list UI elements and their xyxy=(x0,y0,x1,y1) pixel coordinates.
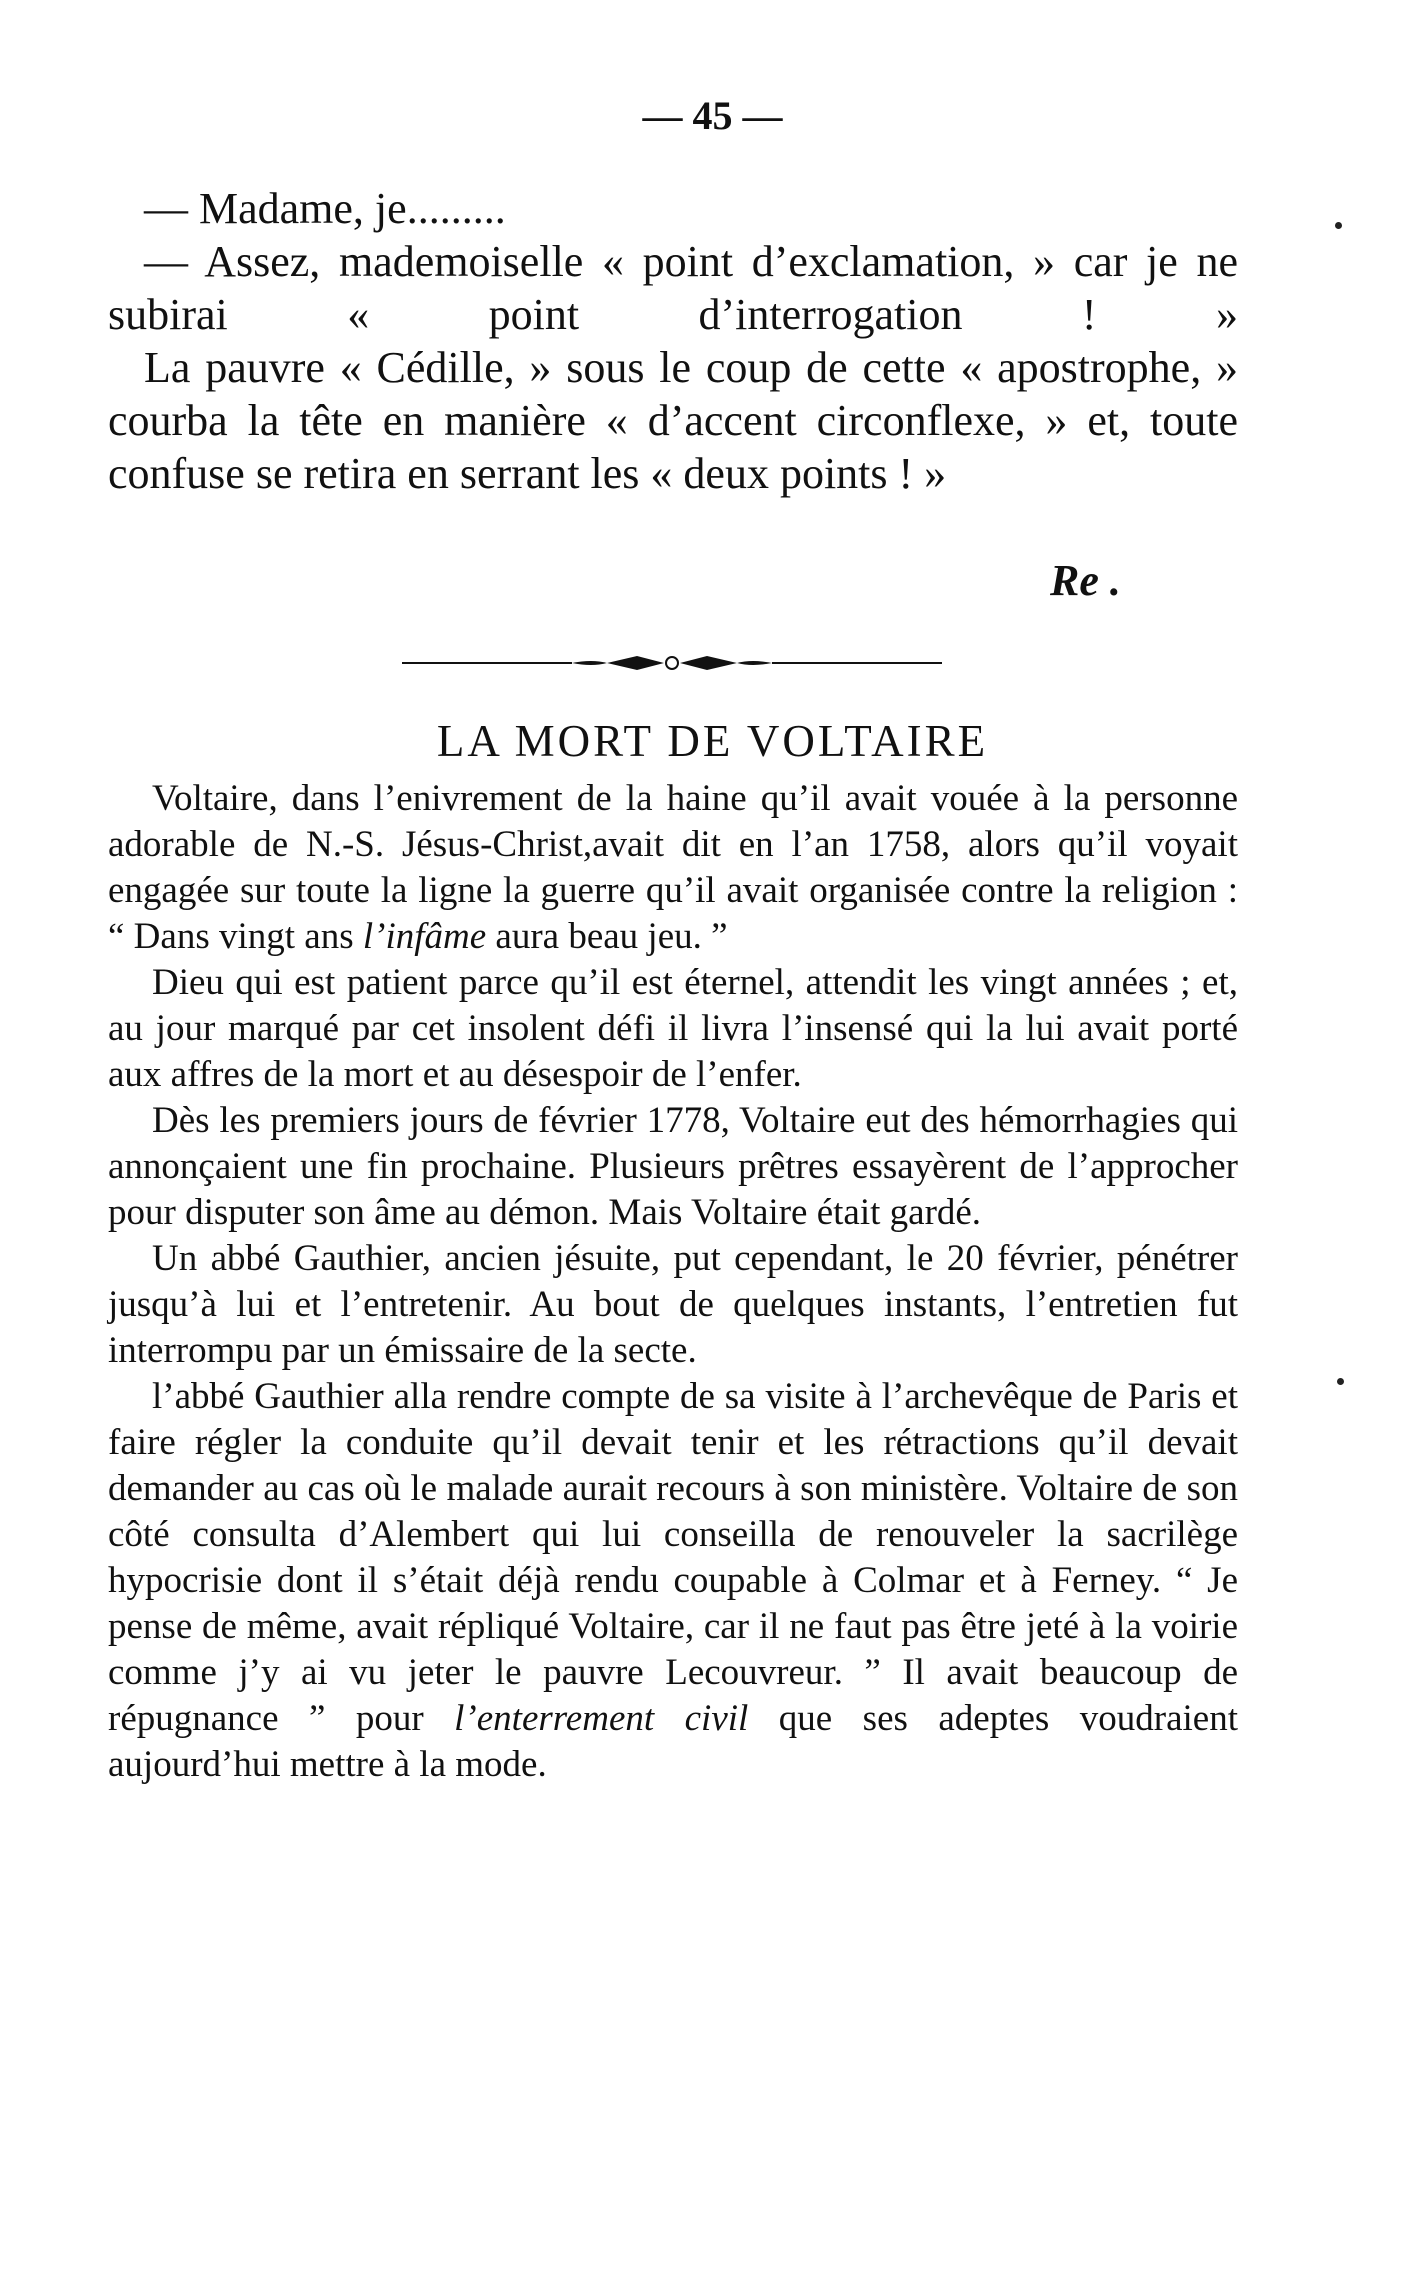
print-speck xyxy=(1335,222,1342,229)
paragraph: Voltaire, dans l’enivrement de la haine qu’il avait vouée à la personne adorable de N.-S. Jésus-Christ,avait dit en l’an 1758, alors qu’il voyait engagée sur toute la ligne la guerre qu’il avait organisée contre la religion : “ Dans vingt ans l’infâme aura beau jeu. ” xyxy=(108,778,1238,957)
article-body xyxy=(108,776,1238,1788)
section-title: LA MORT DE VOLTAIRE xyxy=(436,716,989,766)
dialogue-line: — Assez, mademoiselle « point d’exclamation, » car je ne subirai « point d’interrogation ! » xyxy=(108,237,1238,339)
paragraph: Dieu qui est patient parce qu’il est éternel, attendit les vingt années ; et, au jour marqué par cet insolent défi il livra l’insensé qui la lui avait porté aux affres de la mort et au désespoir de l’enfer. xyxy=(108,962,1238,1095)
dialogue-block xyxy=(108,182,1238,500)
dialogue-line: La pauvre « Cédille, » sous le coup de cette « apostrophe, » courba la tête en manière « d’accent circonflexe, » et, toute confuse se retira en serrant les « deux points ! » xyxy=(108,343,1238,498)
ornament-divider xyxy=(402,650,942,676)
paragraph: l’abbé Gauthier alla rendre compte de sa visite à l’archevêque de Paris et faire régler la conduite qu’il devait tenir et les rétractions qu’il devait demander au cas où le malade aurait recours à son ministère. Voltaire de son côté consulta d’Alembert qui lui conseilla de renouveler la sacrilège hypocrisie dont il s’était déjà rendu coupable à Colmar et à Ferney. “ Je pense de même, avait répliqué Voltaire, car il ne faut pas être jeté à la voirie comme j’y ai vu jeter le pauvre Lecouvreur. ” Il avait beaucoup de répugnance ” pour l’enterrement civil que ses adeptes voudraient aujourd’hui mettre à la mode. xyxy=(108,1376,1238,1785)
signature: Re . xyxy=(1050,556,1121,605)
paragraph: Dès les premiers jours de février 1778, Voltaire eut des hémorrhagies qui annonçaient une fin prochaine. Plusieurs prêtres essayèrent de l’approcher pour disputer son âme au démon. Mais Voltaire était gardé. xyxy=(108,1100,1238,1233)
paragraph: Un abbé Gauthier, ancien jésuite, put cependant, le 20 février, pénétrer jusqu’à lui et l’entretenir. Au bout de quelques instants, l’entretien fut interrompu par un émissaire de la secte. xyxy=(108,1238,1238,1371)
page-number: — 45 — xyxy=(642,93,783,138)
dialogue-line: — Madame, je......... xyxy=(144,184,506,233)
print-speck xyxy=(1337,1378,1344,1385)
